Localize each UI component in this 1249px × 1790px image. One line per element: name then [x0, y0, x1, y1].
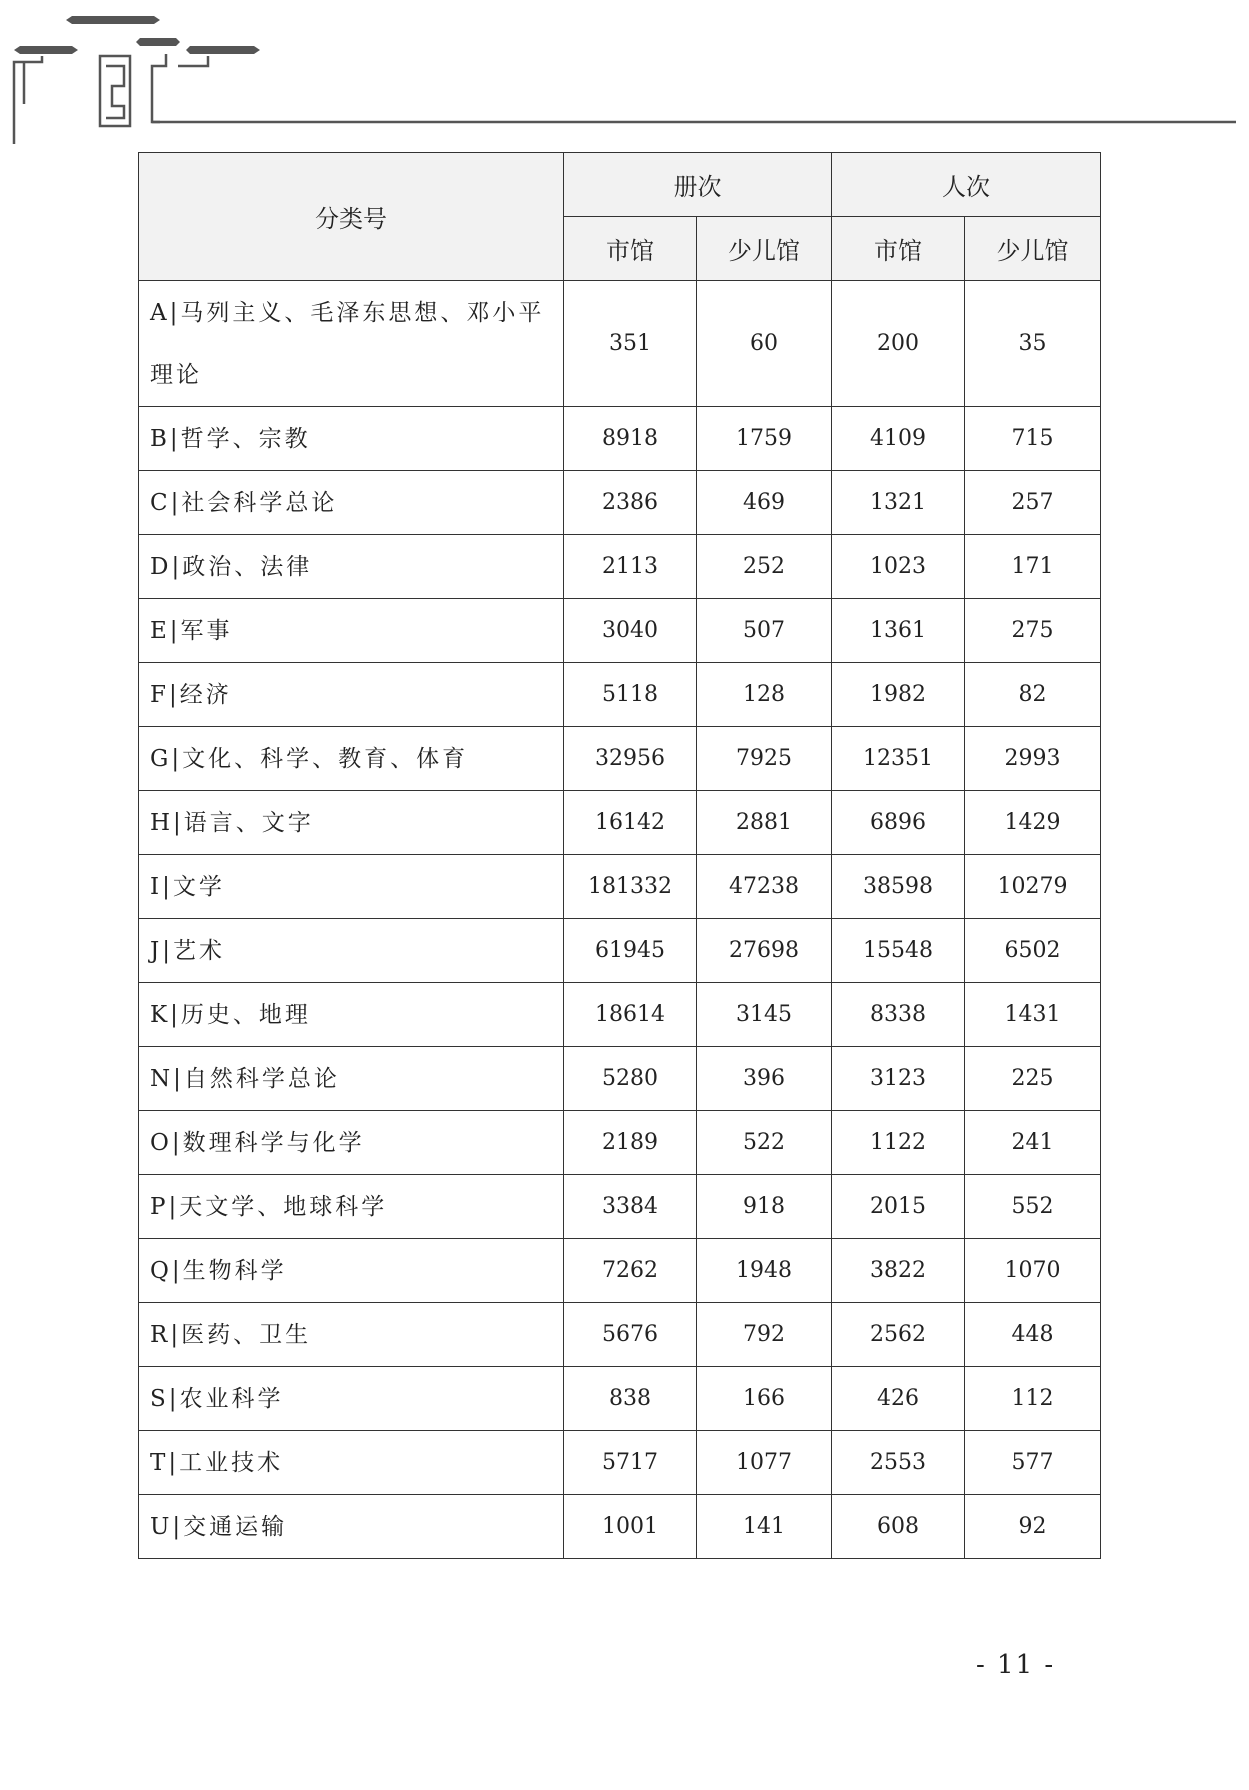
persons-children-cell: 35: [965, 281, 1101, 407]
persons-children-cell: 82: [965, 663, 1101, 727]
persons-city-cell: 3123: [832, 1047, 965, 1111]
volumes-city-cell: 32956: [564, 727, 697, 791]
volumes-children-header: 少儿馆: [697, 217, 832, 281]
table-row: [139, 855, 1101, 919]
table-row: [139, 535, 1101, 599]
category-cell: Q|生物科学: [139, 1239, 564, 1303]
persons-children-cell: 225: [965, 1047, 1101, 1111]
table-row: [139, 281, 1101, 407]
table-row: [139, 407, 1101, 471]
table-row: [139, 1175, 1101, 1239]
volumes-header: 册次: [564, 153, 832, 217]
volumes-children-cell: 792: [697, 1303, 832, 1367]
persons-city-cell: 8338: [832, 983, 965, 1047]
volumes-children-cell: 128: [697, 663, 832, 727]
volumes-children-cell: 469: [697, 471, 832, 535]
table-row: [139, 791, 1101, 855]
table-row: [139, 1111, 1101, 1175]
volumes-city-cell: 18614: [564, 983, 697, 1047]
volumes-children-cell: 27698: [697, 919, 832, 983]
persons-children-cell: 1429: [965, 791, 1101, 855]
volumes-city-cell: 2386: [564, 471, 697, 535]
persons-city-cell: 15548: [832, 919, 965, 983]
category-cell: T|工业技术: [139, 1431, 564, 1495]
persons-city-cell: 4109: [832, 407, 965, 471]
volumes-city-cell: 2113: [564, 535, 697, 599]
table-row: [139, 983, 1101, 1047]
persons-children-cell: 1431: [965, 983, 1101, 1047]
persons-city-cell: 12351: [832, 727, 965, 791]
persons-children-cell: 112: [965, 1367, 1101, 1431]
table-row: [139, 1495, 1101, 1559]
persons-city-cell: 608: [832, 1495, 965, 1559]
volumes-city-header: 市馆: [564, 217, 697, 281]
volumes-city-cell: 3384: [564, 1175, 697, 1239]
persons-city-cell: 1023: [832, 535, 965, 599]
category-cell: I|文学: [139, 855, 564, 919]
category-cell: P|天文学、地球科学: [139, 1175, 564, 1239]
category-cell: H|语言、文字: [139, 791, 564, 855]
volumes-children-cell: 507: [697, 599, 832, 663]
persons-city-cell: 1321: [832, 471, 965, 535]
persons-city-cell: 2015: [832, 1175, 965, 1239]
category-cell: R|医药、卫生: [139, 1303, 564, 1367]
persons-city-cell: 3822: [832, 1239, 965, 1303]
table-row: [139, 471, 1101, 535]
volumes-city-cell: 5118: [564, 663, 697, 727]
persons-header: 人次: [832, 153, 1101, 217]
table-row: [139, 1303, 1101, 1367]
volumes-city-cell: 5676: [564, 1303, 697, 1367]
persons-city-cell: 1361: [832, 599, 965, 663]
volumes-children-cell: 1948: [697, 1239, 832, 1303]
volumes-children-cell: 166: [697, 1367, 832, 1431]
category-cell: K|历史、地理: [139, 983, 564, 1047]
persons-children-cell: 6502: [965, 919, 1101, 983]
persons-children-cell: 448: [965, 1303, 1101, 1367]
volumes-city-cell: 181332: [564, 855, 697, 919]
persons-children-cell: 92: [965, 1495, 1101, 1559]
volumes-children-cell: 141: [697, 1495, 832, 1559]
persons-children-cell: 577: [965, 1431, 1101, 1495]
volumes-city-cell: 2189: [564, 1111, 697, 1175]
category-cell: N|自然科学总论: [139, 1047, 564, 1111]
persons-children-cell: 257: [965, 471, 1101, 535]
category-cell: O|数理科学与化学: [139, 1111, 564, 1175]
persons-city-header: 市馆: [832, 217, 965, 281]
persons-city-cell: 1982: [832, 663, 965, 727]
table-row: [139, 599, 1101, 663]
persons-children-cell: 715: [965, 407, 1101, 471]
volumes-city-cell: 7262: [564, 1239, 697, 1303]
persons-children-cell: 552: [965, 1175, 1101, 1239]
category-cell: E|军事: [139, 599, 564, 663]
volumes-city-cell: 61945: [564, 919, 697, 983]
persons-children-cell: 171: [965, 535, 1101, 599]
category-cell: A|马列主义、毛泽东思想、邓小平理论: [139, 281, 564, 407]
table-header-row-1: [139, 153, 1101, 217]
persons-children-cell: 10279: [965, 855, 1101, 919]
persons-city-cell: 200: [832, 281, 965, 407]
volumes-city-cell: 5280: [564, 1047, 697, 1111]
volumes-children-cell: 1759: [697, 407, 832, 471]
category-cell: B|哲学、宗教: [139, 407, 564, 471]
volumes-children-cell: 7925: [697, 727, 832, 791]
table-body: [139, 281, 1101, 1559]
persons-city-cell: 38598: [832, 855, 965, 919]
volumes-children-cell: 3145: [697, 983, 832, 1047]
page-number: - 11 -: [976, 1650, 1056, 1680]
volumes-children-cell: 60: [697, 281, 832, 407]
volumes-city-cell: 16142: [564, 791, 697, 855]
persons-children-header: 少儿馆: [965, 217, 1101, 281]
persons-city-cell: 6896: [832, 791, 965, 855]
persons-children-cell: 241: [965, 1111, 1101, 1175]
category-cell: U|交通运输: [139, 1495, 564, 1559]
volumes-city-cell: 3040: [564, 599, 697, 663]
table-row: [139, 1047, 1101, 1111]
volumes-city-cell: 351: [564, 281, 697, 407]
category-cell: G|文化、科学、教育、体育: [139, 727, 564, 791]
persons-city-cell: 426: [832, 1367, 965, 1431]
volumes-children-cell: 918: [697, 1175, 832, 1239]
volumes-children-cell: 522: [697, 1111, 832, 1175]
table-row: [139, 727, 1101, 791]
volumes-city-cell: 1001: [564, 1495, 697, 1559]
volumes-children-cell: 47238: [697, 855, 832, 919]
table-row: [139, 1431, 1101, 1495]
category-cell: J|艺术: [139, 919, 564, 983]
persons-city-cell: 2562: [832, 1303, 965, 1367]
volumes-city-cell: 5717: [564, 1431, 697, 1495]
category-header: 分类号: [139, 153, 564, 281]
category-cell: D|政治、法律: [139, 535, 564, 599]
persons-city-cell: 1122: [832, 1111, 965, 1175]
volumes-children-cell: 2881: [697, 791, 832, 855]
circulation-table: [138, 152, 1101, 1559]
table-row: [139, 919, 1101, 983]
table-row: [139, 663, 1101, 727]
header-ornament: [0, 0, 1249, 150]
category-cell: S|农业科学: [139, 1367, 564, 1431]
persons-children-cell: 2993: [965, 727, 1101, 791]
persons-children-cell: 1070: [965, 1239, 1101, 1303]
volumes-children-cell: 252: [697, 535, 832, 599]
volumes-city-cell: 838: [564, 1367, 697, 1431]
volumes-children-cell: 396: [697, 1047, 832, 1111]
category-cell: F|经济: [139, 663, 564, 727]
persons-city-cell: 2553: [832, 1431, 965, 1495]
volumes-children-cell: 1077: [697, 1431, 832, 1495]
persons-children-cell: 275: [965, 599, 1101, 663]
table-row: [139, 1367, 1101, 1431]
table-row: [139, 1239, 1101, 1303]
category-cell: C|社会科学总论: [139, 471, 564, 535]
volumes-city-cell: 8918: [564, 407, 697, 471]
